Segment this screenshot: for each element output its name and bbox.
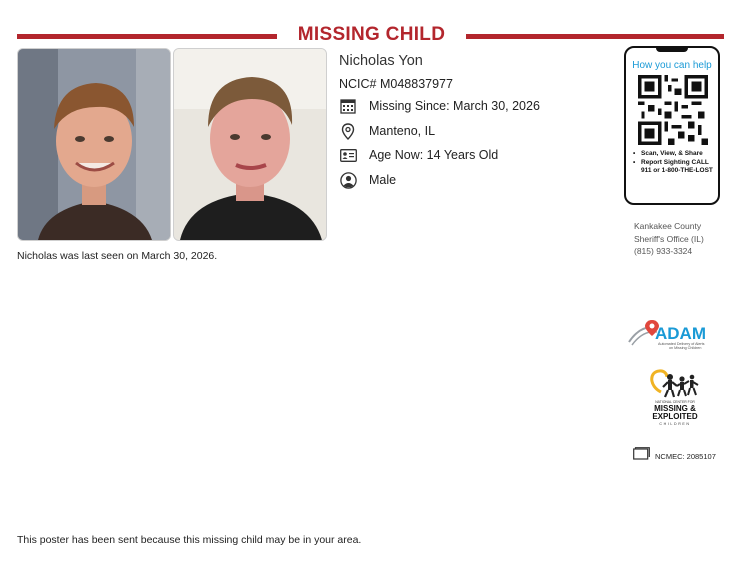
header-rule-left bbox=[17, 34, 277, 39]
missing-since: Missing Since: March 30, 2026 bbox=[369, 99, 540, 113]
help-bullet-report: • Report Sighting CALL 911 or 1-800-THE-LOST bbox=[641, 159, 721, 175]
age-row bbox=[339, 146, 498, 164]
help-bullets bbox=[632, 150, 721, 176]
age-now: Age Now: 14 Years Old bbox=[369, 148, 499, 162]
ncmec-line-2: MISSING & bbox=[654, 404, 696, 413]
ncmec-case bbox=[633, 447, 716, 465]
sex: Male bbox=[369, 173, 397, 187]
ncmec-line-3: EXPLOITED bbox=[652, 412, 698, 421]
footer-note: This poster has been sent because this missing child may be in your area. bbox=[17, 534, 362, 546]
location-row bbox=[339, 122, 435, 140]
person-icon bbox=[339, 171, 357, 189]
header-rule-right bbox=[466, 34, 724, 39]
missing-since-row bbox=[339, 97, 540, 115]
agency-office: Sheriff's Office (IL) bbox=[634, 233, 704, 244]
last-location: Manteno, IL bbox=[369, 124, 436, 138]
qr-code-icon[interactable] bbox=[638, 75, 708, 145]
ncmec-line-4: CHILDREN bbox=[659, 422, 691, 426]
agency-phone[interactable]: (815) 933-3324 bbox=[634, 246, 693, 256]
child-photo-1 bbox=[17, 48, 171, 241]
sex-row bbox=[339, 171, 396, 189]
adam-tagline-2: on Missing Children bbox=[669, 346, 702, 350]
agency-name: Kankakee County bbox=[634, 221, 702, 231]
id-card-icon bbox=[339, 146, 357, 164]
adam-tagline-1: Automated Delivery of Alerts bbox=[658, 342, 705, 346]
agency-contact bbox=[634, 220, 704, 258]
folder-icon bbox=[633, 447, 650, 465]
how-you-can-help-card bbox=[624, 46, 720, 205]
ncmec-line-1: NATIONAL CENTER FOR bbox=[655, 400, 695, 404]
poster-title: MISSING CHILD bbox=[297, 24, 446, 45]
ncmec-logo bbox=[645, 368, 705, 430]
child-name: Nicholas Yon bbox=[339, 53, 423, 69]
child-photo-2 bbox=[173, 48, 327, 241]
phone-notch bbox=[656, 47, 688, 52]
adam-wordmark: ADAM bbox=[655, 324, 706, 343]
help-heading: How you can help bbox=[632, 60, 712, 71]
ncic-number: NCIC# M048837977 bbox=[339, 77, 453, 91]
adam-logo bbox=[627, 318, 721, 356]
ncmec-case-number: NCMEC: 2085107 bbox=[655, 451, 716, 461]
location-pin-icon bbox=[339, 122, 357, 140]
calendar-icon bbox=[339, 97, 357, 115]
help-bullet-scan: • Scan, View, & Share bbox=[641, 150, 721, 158]
last-seen-text: Nicholas was last seen on March 30, 2026. bbox=[17, 250, 218, 262]
